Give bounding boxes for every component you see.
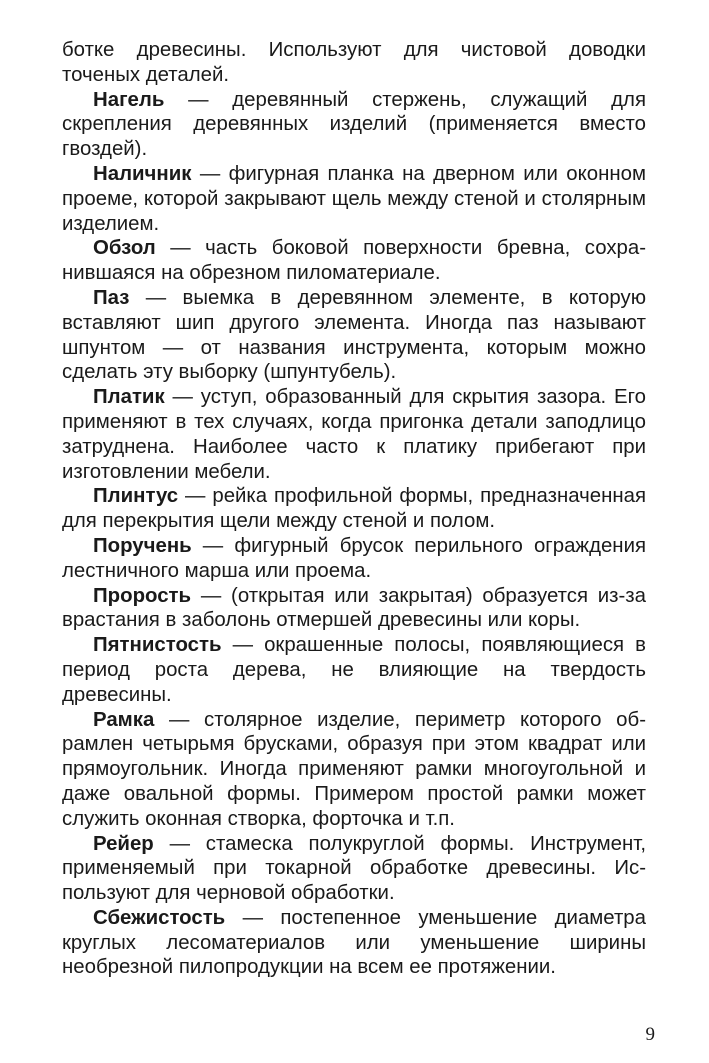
entry-term: Паз — [93, 286, 130, 309]
glossary-entry-ramka — [62, 708, 646, 832]
continuation-text: ботке древесины. Используют для чистовой доводки точеных деталей. — [62, 39, 646, 86]
entry-definition: — выемка в деревянном элементе, в которую вставляют шип другого элемента. Иногда паз называют шпунтом — от названия инструмента, которым можно сделать эту выборку (шпунтубель). — [62, 286, 646, 384]
glossary-entry-nagel — [62, 88, 646, 162]
entry-definition: — деревянный стержень, служащий для скрепления деревянных изделий (применяется вместо гвоздей). — [62, 88, 646, 161]
entry-term: Нагель — [93, 88, 165, 111]
entry-term: Рамка — [93, 708, 155, 731]
entry-definition: — уступ, образованный для скрытия зазора. Его применяют в тех случаях, когда пригонка детали заподлицо затруднена. Наиболее часто к платику прибегают при изготовлении мебели. — [62, 386, 646, 483]
entry-definition: — часть боковой поверхности бревна, сохранившаяся на обрезном пиломатериале. — [62, 237, 646, 285]
entry-definition: — столярное изделие, периметр которого обрамлен четырьмя брусками, образуя при этом квадрат или прямоугольник. Иногда применяют рамки многоугольной и даже овальной формы. Примером простой рамки может служить оконная створка, форточка и т.п. — [62, 708, 646, 830]
entry-definition: — стамеска полукруглой формы. Инструмент, применяемый при токарной обработке древесины. Используют для черновой обработки. — [62, 832, 646, 905]
page-body — [62, 38, 646, 980]
entry-term: Обзол — [93, 237, 156, 260]
glossary-entry-obzol — [62, 236, 646, 286]
entry-term: Платик — [93, 386, 165, 409]
entry-definition: — рейка профильной формы, предназначенная для перекрытия щели между стеной и полом. — [62, 485, 646, 533]
entry-definition: — постепенное уменьшение диаметра круглых лесоматериалов или уменьшение ширины необрезной пилопродукции на всем ее протяжении. — [62, 906, 646, 979]
entry-definition: — фигурный брусок перильного ограждения лестничного марша или проема. — [62, 534, 646, 582]
glossary-entry-reyer — [62, 832, 646, 906]
entry-term: Плинтус — [93, 485, 179, 508]
glossary-entry-paz — [62, 286, 646, 385]
page-number: 9 — [645, 1024, 655, 1045]
glossary-entry-nalichnik — [62, 162, 646, 236]
glossary-entry-pyatnistost — [62, 633, 646, 707]
entry-term: Поручень — [93, 534, 192, 557]
entry-definition: — фигурная планка на дверном или оконном проеме, которой закрывают щель между стеной и столярным изделием. — [62, 162, 646, 235]
entry-term: Сбежистость — [93, 906, 226, 929]
entry-term: Прорость — [93, 584, 192, 607]
continuation-paragraph — [62, 38, 646, 88]
glossary-entry-prorost — [62, 584, 646, 634]
glossary-entry-poruchen — [62, 534, 646, 584]
glossary-entry-sbezhistost — [62, 906, 646, 980]
entry-term: Наличник — [93, 162, 192, 185]
glossary-entry-platik — [62, 385, 646, 484]
glossary-entry-plintus — [62, 484, 646, 534]
entry-term: Рейер — [93, 832, 154, 855]
entry-definition: — (открытая или закрытая) образуется из-за врастания в заболонь отмершей древесины или коры. — [62, 584, 646, 632]
entry-definition: — окрашенные полосы, появляющиеся в период роста дерева, не влияющие на твердость древесины. — [62, 634, 646, 706]
entry-term: Пятнистость — [93, 634, 222, 657]
